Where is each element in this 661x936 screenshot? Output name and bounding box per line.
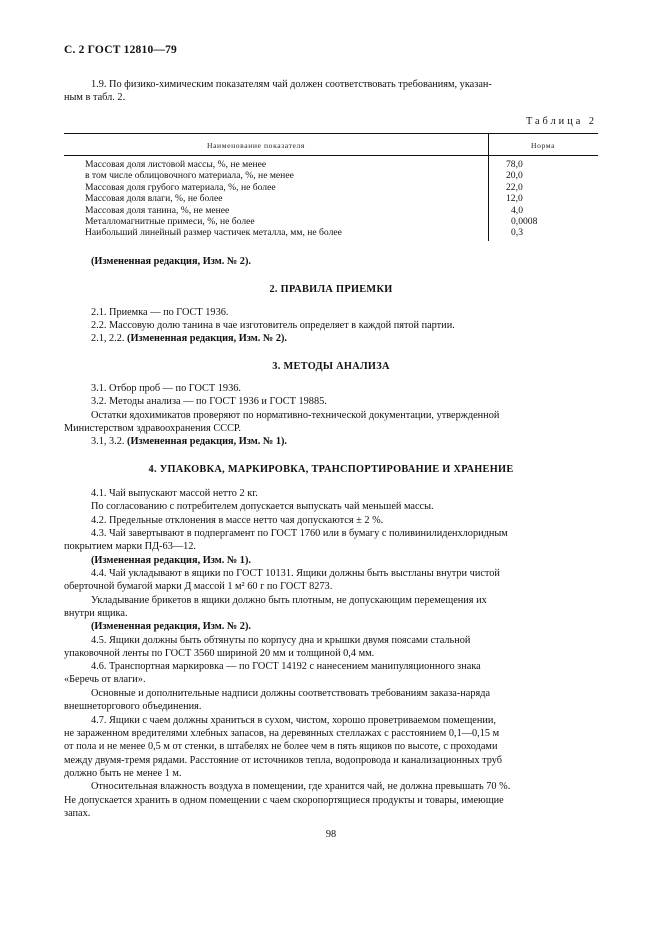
clause-4-1: 4.1. Чай выпускают массой нетто 2 кг. — [91, 488, 258, 499]
section-2-p1: 2.1. Приемка — по ГОСТ 1936. — [91, 307, 229, 318]
clause-4-6-line1: 4.6. Транспортная маркировка — по ГОСТ 14192 с нанесением манипуляционного знака — [91, 661, 481, 672]
clause-4-1-b: По согласованию с потребителем допускается выпускать чай меньшей массы. — [91, 501, 434, 512]
table-row-value: 4,0 — [511, 205, 523, 216]
section-3-p2: 3.2. Методы анализа — по ГОСТ 1936 и ГОСТ 19885. — [91, 396, 327, 407]
section-3-p1: 3.1. Отбор проб — по ГОСТ 1936. — [91, 383, 241, 394]
table-row-name: в том числе облицовочного материала, %, не менее — [85, 170, 294, 181]
table-header-name: Наименование показателя — [207, 141, 305, 150]
clause-4-7-line3: от пола и не менее 0,5 м от стенки, в штабелях не более чем в пять ящиков по высоте, с проходами — [64, 741, 498, 752]
section-3-title: 3. МЕТОДЫ АНАЛИЗА — [272, 361, 390, 372]
table-row-name: Массовая доля влаги, %, не более — [85, 193, 223, 204]
clause-4-4-line1: 4.4. Чай укладывают в ящики по ГОСТ 10131. Ящики должны быть выстланы внутри чистой — [91, 568, 500, 579]
clause-4-7-line4: между двумя-тремя рядами. Расстояние от источников тепла, водопровода и канализационных труб — [64, 755, 502, 766]
clause-4-4-b-line1: Укладывание брикетов в ящики должно быть плотным, не допускающим перемещения их — [91, 595, 487, 606]
section-3-p3-line1: Остатки ядохимикатов проверяют по нормативно-технической документации, утвержденной — [91, 410, 500, 421]
table-header-rule — [64, 155, 598, 156]
clause-4-7-b-line1: Относительная влажность воздуха в помещении, где хранится чай, не должна превышать 70 %. — [91, 781, 511, 792]
clause-4-6-line2: «Беречь от влаги». — [64, 674, 146, 685]
table-column-divider — [488, 133, 489, 241]
intro-line2: ным в табл. 2. — [64, 92, 126, 103]
clause-numbers: 2.1, 2.2. — [91, 333, 125, 344]
intro-line1: 1.9. По физико-химическим показателям чай должен соответствовать требованиям, указан- — [91, 79, 492, 90]
section-2-title: 2. ПРАВИЛА ПРИЕМКИ — [269, 284, 393, 295]
table-row-value: 0,3 — [511, 227, 523, 238]
section-2-p2: 2.2. Массовую долю танина в чае изготовитель определяет в каждой пятой партии. — [91, 320, 455, 331]
amendment-note: (Измененная редакция, Изм. № 2). — [91, 621, 251, 632]
clause-numbers: 3.1, 3.2. — [91, 436, 125, 447]
clause-4-4-b-line2: внутри ящика. — [64, 608, 128, 619]
clause-4-7-line1: 4.7. Ящики с чаем должны храниться в сухом, чистом, хорошо проветриваемом помещении, — [91, 715, 496, 726]
page-header: С. 2 ГОСТ 12810—79 — [64, 44, 177, 56]
table-row-value: 78,0 — [506, 159, 523, 170]
table-row-name: Массовая доля листовой массы, %, не менее — [85, 159, 267, 170]
section-2-amendment — [64, 332, 598, 345]
clause-4-4-line2: оберточной бумагой марки Д массой 1 м² 60 г по ГОСТ 8273. — [64, 581, 333, 592]
table-top-rule — [64, 133, 598, 134]
clause-4-3-line1: 4.3. Чай завертывают в подпергамент по ГОСТ 1760 или в бумагу с поливинилиденхлоридным — [91, 528, 508, 539]
clause-4-7-line2: не зараженном вредителями хлебных запасов, на деревянных стеллажах с расстоянием 0,1—0,15 м — [64, 728, 500, 739]
table-row-value: 12,0 — [506, 193, 523, 204]
table-row-name: Массовая доля танина, %, не менее — [85, 205, 230, 216]
clause-4-7-line5: должно быть не менее 1 м. — [64, 768, 182, 779]
clause-4-7-b-line3: запах. — [64, 808, 91, 819]
table-row-value: 20,0 — [506, 170, 523, 181]
table-row-name: Наибольший линейный размер частичек металла, мм, не более — [85, 227, 342, 238]
table-row-value: 22,0 — [506, 182, 523, 193]
clause-4-6-b-line1: Основные и дополнительные надписи должны соответствовать требованиям заказа-наряда — [91, 688, 491, 699]
clause-4-6-b-line2: внешнеторгового объединения. — [64, 701, 202, 712]
clause-4-3-line2: покрытием марки ПД-63—12. — [64, 541, 197, 552]
amendment-note: (Измененная редакция, Изм. № 1). — [127, 436, 287, 447]
table-row-value: 0,0008 — [511, 216, 538, 227]
clause-4-5-line2: упаковочной ленты по ГОСТ 3560 шириной 20 мм и толщиной 0,4 мм. — [64, 648, 375, 659]
table-header-norm: Норма — [531, 141, 556, 150]
table-row-name: Массовая доля грубого материала, %, не более — [85, 182, 276, 193]
page-number: 98 — [325, 829, 337, 840]
clause-4-5-line1: 4.5. Ящики должны быть обтянуты по корпусу дна и крышки двумя поясами стальной — [91, 635, 471, 646]
clause-4-2: 4.2. Предельные отклонения в массе нетто чая допускаются ± 2 %. — [91, 515, 384, 526]
table-row-name: Металломагнитные примеси, %, не более — [85, 216, 255, 227]
amendment-note: (Измененная редакция, Изм. № 2). — [91, 256, 251, 267]
section-3-p3-line2: Министерством здравоохранения СССР. — [64, 423, 241, 434]
section-4-title: 4. УПАКОВКА, МАРКИРОВКА, ТРАНСПОРТИРОВАНИЕ И ХРАНЕНИЕ — [148, 464, 514, 475]
section-3-amendment — [64, 435, 598, 448]
amendment-note: (Измененная редакция, Изм. № 1). — [91, 555, 251, 566]
amendment-note: (Измененная редакция, Изм. № 2). — [127, 333, 287, 344]
clause-4-7-b-line2: Не допускается хранить в одном помещении с чаем скоропортящиеся продукты и товары, имеющие — [64, 795, 504, 806]
table-caption: Таблица 2 — [525, 116, 597, 127]
